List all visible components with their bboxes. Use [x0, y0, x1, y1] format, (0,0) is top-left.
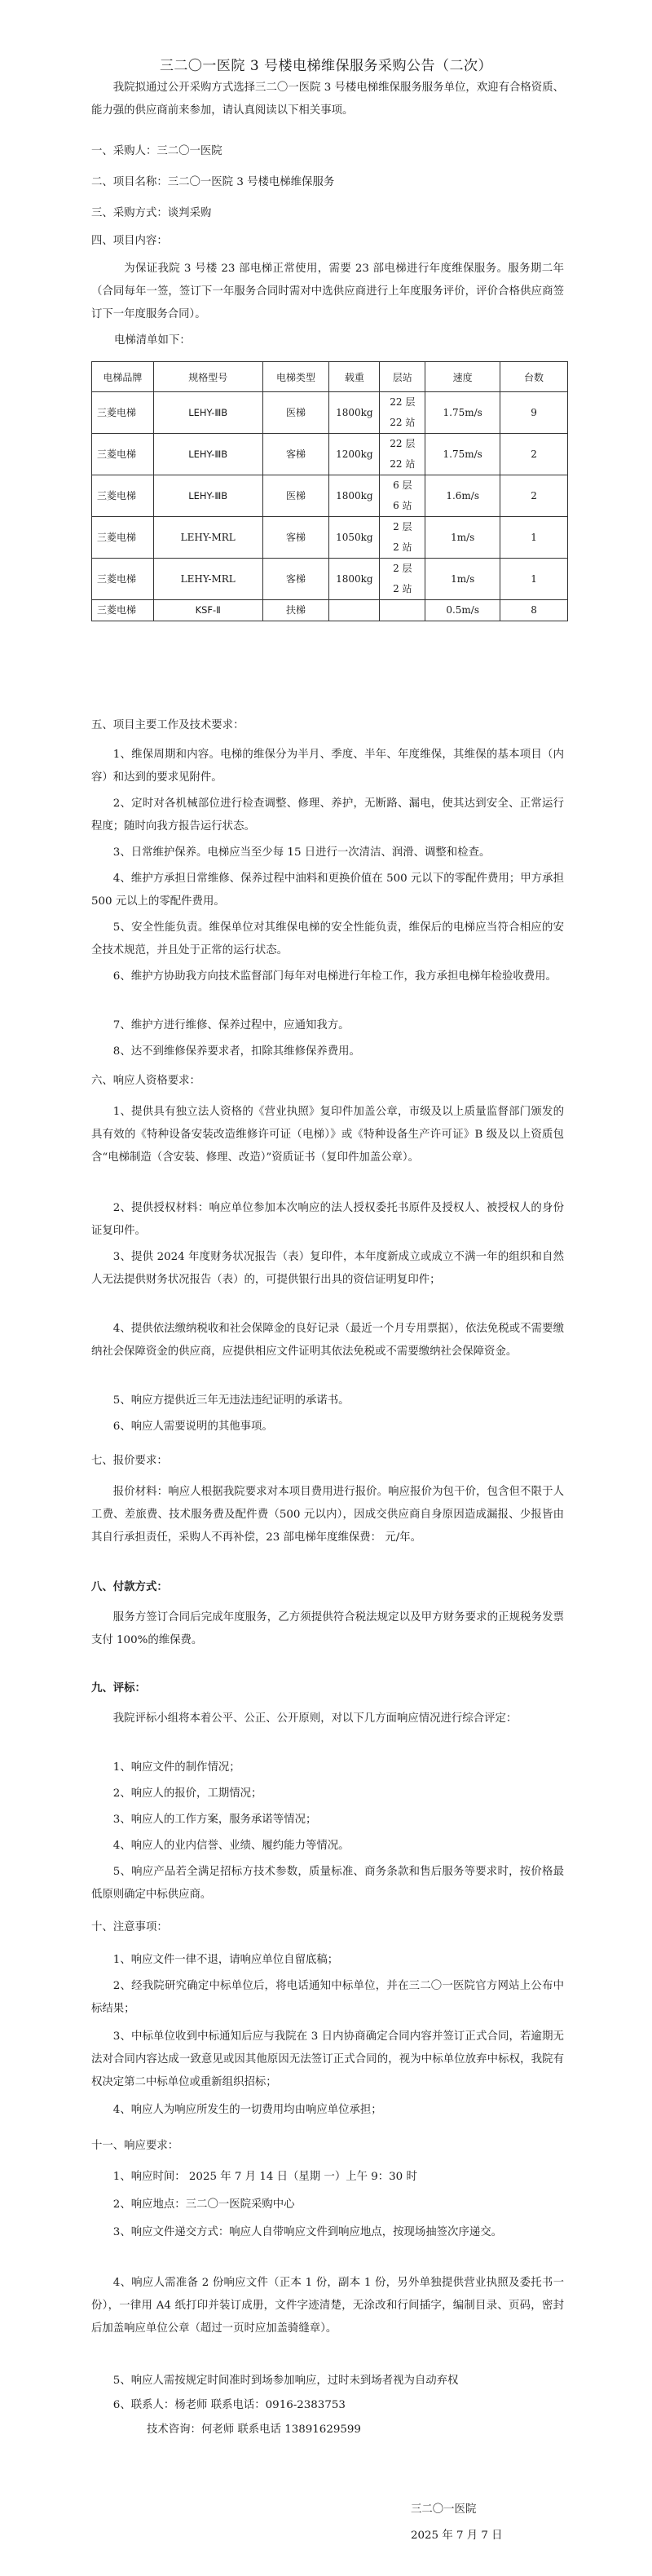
header-model: 规格型号: [153, 362, 262, 392]
table-row: [92, 517, 568, 559]
cell-floors: [380, 517, 425, 559]
lift-table-header: [92, 362, 568, 392]
cell-type: 客梯: [262, 517, 329, 559]
work-item-2: 2、定时对各机械部位进行检查调整、修理、养护，无断路、漏电，使其达到安全、正常运行程度；随时向我方报告运行状态。: [91, 798, 564, 833]
cell-type: 客梯: [262, 559, 329, 600]
cell-brand: 三菱电梯: [92, 600, 154, 621]
cell-floors-level: 2 层: [393, 521, 412, 532]
cell-floors: [380, 434, 425, 475]
cell-load: [329, 600, 380, 621]
cell-count: 2: [500, 434, 568, 475]
cell-floors: [380, 475, 425, 517]
header-count: 台数: [500, 362, 568, 392]
table-row: [92, 434, 568, 475]
section-evaluation: 九、评标：: [91, 1681, 146, 1695]
evaluation-item-5: 5、响应产品若全满足招标方技术参数，质量标准、商务条款和售后服务等要求时，按价格最低原则确定中标供应商。: [91, 1866, 564, 1901]
signature-organization: 三二〇一医院: [411, 2503, 477, 2516]
response-item-1: 1、响应时间： 2025 年 7 月 14 日（星期 一）上午 9：30 时: [112, 2171, 417, 2183]
response-item-5: 5、响应人需按规定时间准时到场参加响应，过时未到场者视为自动弃权: [112, 2375, 459, 2387]
note-item-1: 1、响应文件一律不退，请响应单位自留底稿；: [112, 1954, 339, 1966]
section-payment: 八、付款方式：: [91, 1580, 168, 1593]
section-notes: 十、注意事项：: [91, 1921, 168, 1933]
cell-type: 医梯: [262, 475, 329, 517]
cell-count: 9: [500, 392, 568, 434]
header-speed: 速度: [425, 362, 500, 392]
qualification-item-6: 6、响应人需要说明的其他事项。: [112, 1421, 273, 1433]
cell-type: 客梯: [262, 434, 329, 475]
cell-load: 1200kg: [329, 434, 380, 475]
cell-count: 1: [500, 517, 568, 559]
cell-count: 1: [500, 559, 568, 600]
header-type: 电梯类型: [262, 362, 329, 392]
cell-model: LEHY-ⅢB: [153, 392, 262, 434]
cell-speed: 0.5m/s: [425, 600, 500, 621]
evaluation-item-1: 1、响应文件的制作情况；: [112, 1761, 240, 1774]
cell-floors-level: 22 层: [390, 396, 416, 408]
cell-load: 1050kg: [329, 517, 380, 559]
work-item-4: 4、维护方承担日常维修、保养过程中油料和更换价值在 500 元以下的零配件费用；甲方承担 500 元以上的零配件费用。: [91, 873, 564, 908]
cell-brand: 三菱电梯: [92, 475, 154, 517]
table-row: [92, 600, 568, 621]
work-item-5: 5、安全性能负责。维保单位对其维保电梯的安全性能负责，维保后的电梯应当符合相应的安全技术规范，并且处于正常的运行状态。: [91, 921, 564, 957]
cell-type: 医梯: [262, 392, 329, 434]
cell-speed: 1m/s: [425, 517, 500, 559]
cell-brand: 三菱电梯: [92, 434, 154, 475]
cell-load: 1800kg: [329, 559, 380, 600]
cell-load: 1800kg: [329, 392, 380, 434]
evaluation-intro: 我院评标小组将本着公平、公正、公开原则，对以下几方面响应情况进行综合评定：: [112, 1712, 518, 1725]
section-work-requirements: 五、项目主要工作及技术要求：: [91, 719, 244, 731]
cell-speed: 1.6m/s: [425, 475, 500, 517]
section-response: 十一、响应要求：: [91, 2140, 179, 2152]
header-brand: 电梯品牌: [92, 362, 154, 392]
lift-table: [91, 361, 568, 621]
cell-floors-stop: 22 站: [390, 417, 416, 428]
work-item-1: 1、维保周期和内容。电梯的维保分为半月、季度、半年、年度维保，其维保的基本项目（内容）和达到的要求见附件。: [91, 749, 564, 784]
note-item-2: 2、经我院研究确定中标单位后，将电话通知中标单位，并在三二〇一医院官方网站上公布中标结果；: [91, 1980, 564, 2015]
cell-count: 8: [500, 600, 568, 621]
qualification-item-2: 2、提供授权材料：响应单位参加本次响应的法人授权委托书原件及授权人、被授权人的身份证复印件。: [91, 1202, 564, 1237]
cell-floors-stop: 2 站: [393, 541, 412, 553]
response-item-2: 2、响应地点：三二〇一医院采购中心: [112, 2198, 295, 2211]
cell-floors-level: 6 层: [393, 479, 412, 491]
page-title: 三二〇一医院 3 号楼电梯维保服务采购公告（二次）: [159, 58, 493, 74]
table-row: [92, 559, 568, 600]
cell-floors-stop: 22 站: [390, 458, 416, 470]
intro-paragraph: 我院拟通过公开采购方式选择三二〇一医院 3 号楼电梯维保服务服务单位，欢迎有合格资质、能力强的供应商前来参加，请认真阅读以下相关事项。: [91, 82, 564, 117]
cell-model: LEHY-MRL: [153, 517, 262, 559]
cell-brand: 三菱电梯: [92, 392, 154, 434]
cell-floors: [380, 559, 425, 600]
work-item-7: 7、维护方进行维修、保养过程中，应通知我方。: [112, 1019, 350, 1032]
cell-floors-stop: 2 站: [393, 583, 412, 594]
section-qualifications: 六、响应人资格要求：: [91, 1075, 200, 1087]
note-item-3: 3、中标单位收到中标通知后应与我院在 3 日内协商确定合同内容并签订正式合同，若逾期无法对合同内容达成一致意见或因其他原因无法签订正式合同的，视为中标单位放弃中标权，我院有权决定第二中标单位或重新组织招标；: [91, 2030, 564, 2088]
table-row: [92, 475, 568, 517]
cell-floors: [380, 600, 425, 621]
project-content-body: 为保证我院 3 号楼 23 部电梯正常使用，需要 23 部电梯进行年度维保服务。服务期二年（合同每年一签，签订下一年服务合同时需对中选供应商进行上年度服务评价，评价合格供应商签订下一年度服务合同）。: [91, 263, 564, 320]
qualification-item-4: 4、提供依法缴纳税收和社会保障金的良好记录（最近一个月专用票据），依法免税或不需要缴纳社会保障资金的供应商，应提供相应文件证明其依法免税或不需要缴纳社会保障资金。: [91, 1323, 564, 1358]
cell-brand: 三菱电梯: [92, 559, 154, 600]
qualification-item-5: 5、响应方提供近三年无违法违纪证明的承诺书。: [112, 1394, 350, 1407]
qualification-item-1: 1、提供具有独立法人资格的《营业执照》复印件加盖公章，市级及以上质量监督部门颁发的具有效的《特种设备安装改造维修许可证（电梯）》或《特种设备生产许可证》B 级及以上资质包含“电梯制造（含安装、修理、改造）”资质证书（复印件加盖公章）。: [91, 1106, 564, 1164]
cell-type: 扶梯: [262, 600, 329, 621]
cell-floors-level: 22 层: [390, 438, 416, 449]
cell-model: KSF-Ⅱ: [153, 600, 262, 621]
table-row: [92, 392, 568, 434]
evaluation-item-4: 4、响应人的业内信誉、业绩、履约能力等情况。: [112, 1840, 350, 1852]
cell-speed: 1.75m/s: [425, 392, 500, 434]
section-purchaser: 一、采购人：三二〇一医院: [91, 145, 222, 157]
cell-brand: 三菱电梯: [92, 517, 154, 559]
response-item-6: 6、联系人：杨老师 联系电话：0916-2383753: [112, 2399, 346, 2411]
response-item-3: 3、响应文件递交方式：响应人自带响应文件到响应地点，按现场抽签次序递交。: [112, 2226, 502, 2238]
lift-list-title: 电梯清单如下：: [114, 334, 191, 347]
cell-speed: 1.75m/s: [425, 434, 500, 475]
section-method: 三、采购方式：谈判采购: [91, 207, 212, 219]
work-item-6: 6、维护方协助我方向技术监督部门每年对电梯进行年检工作，我方承担电梯年检验收费用。: [112, 970, 557, 983]
quotation-body: 报价材料：响应人根据我院要求对本项目费用进行报价。响应报价为包干价，包含但不限于人工费、差旅费、技术服务费及配件费（500 元以内），因成交供应商自身原因造成漏报、少报皆由其自行承担责任，采购人不再补偿，23 部电梯年度维保费： 元/年。: [91, 1486, 564, 1544]
signature-date: 2025 年 7 月 7 日: [411, 2530, 503, 2542]
cell-model: LEHY-ⅢB: [153, 475, 262, 517]
cell-floors-stop: 6 站: [393, 500, 412, 511]
section-quotation: 七、报价要求：: [91, 1455, 168, 1467]
response-item-4: 4、响应人需准备 2 份响应文件（正本 1 份，副本 1 份，另外单独提供营业执照及委托书一份），一律用 A4 纸打印并装订成册，文件字迹清楚，无涂改和行间插字，编制目录、页码，密封后加盖响应单位公章（超过一页时应加盖骑缝章）。: [91, 2277, 564, 2335]
section-project-content: 四、项目内容：: [91, 235, 168, 247]
tech-contact: 技术咨询：何老师 联系电话 13891629599: [147, 2424, 361, 2436]
header-floors: 层站: [380, 362, 425, 392]
header-load: 载重: [329, 362, 380, 392]
work-item-3: 3、日常维护保养。电梯应当至少每 15 日进行一次清洁、润滑、调整和检查。: [112, 846, 491, 859]
cell-model: LEHY-ⅢB: [153, 434, 262, 475]
cell-count: 2: [500, 475, 568, 517]
section-project-name: 二、项目名称：三二〇一医院 3 号楼电梯维保服务: [91, 176, 335, 188]
cell-floors: [380, 392, 425, 434]
cell-speed: 1m/s: [425, 559, 500, 600]
evaluation-item-2: 2、响应人的报价，工期情况；: [112, 1787, 262, 1800]
cell-model: LEHY-MRL: [153, 559, 262, 600]
note-item-4: 4、响应人为响应所发生的一切费用均由响应单位承担；: [112, 2104, 382, 2116]
cell-load: 1800kg: [329, 475, 380, 517]
evaluation-item-3: 3、响应人的工作方案，服务承诺等情况；: [112, 1814, 317, 1826]
payment-body: 服务方签订合同后完成年度服务，乙方须提供符合税法规定以及甲方财务要求的正规税务发票支付 100%的维保费。: [91, 1611, 564, 1646]
cell-floors-level: 2 层: [393, 563, 412, 574]
work-item-8: 8、达不到维修保养要求者，扣除其维修保养费用。: [112, 1045, 360, 1058]
qualification-item-3: 3、提供 2024 年度财务状况报告（表）复印件，本年度新成立或成立不满一年的组织和自然人无法提供财务状况报告（表）的，可提供银行出具的资信证明复印件；: [91, 1251, 564, 1286]
